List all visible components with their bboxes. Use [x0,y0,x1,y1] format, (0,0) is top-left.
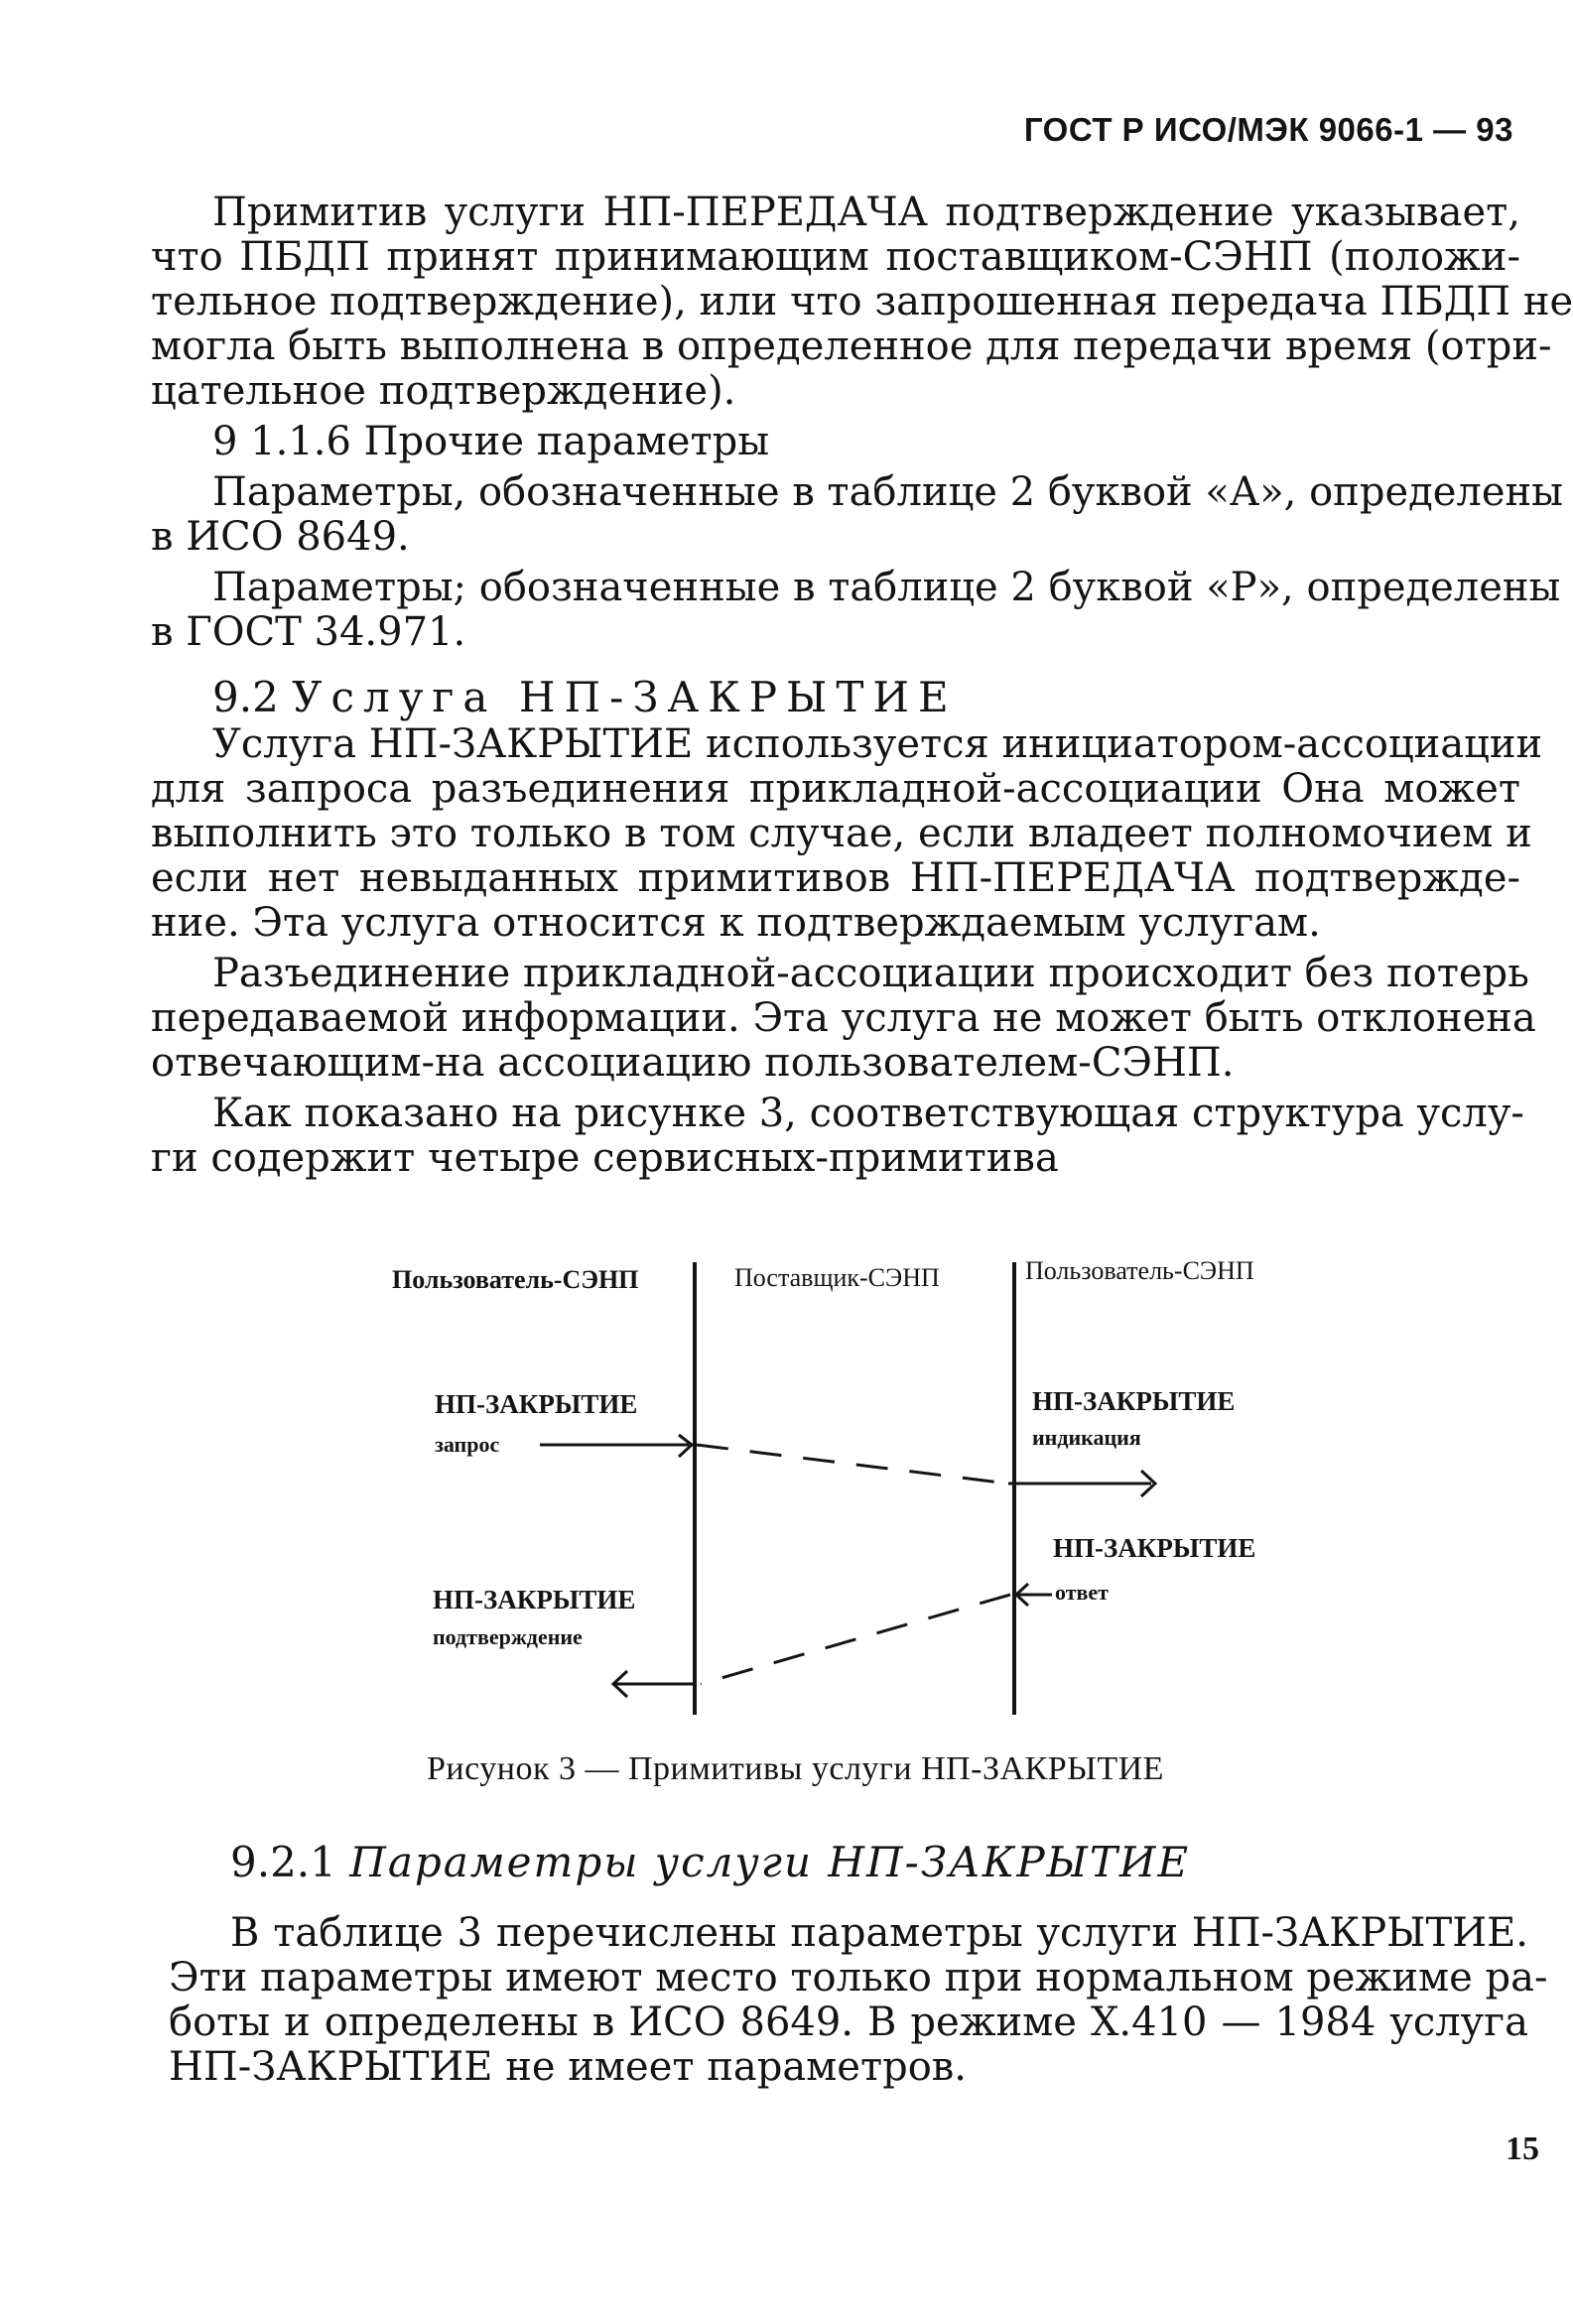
text-line: ги содержит четыре сервисных-примитива [151,1135,1059,1181]
text-line: что ПБДП принят принимающим поставщиком-СЭНП (положи- [151,234,1520,280]
text-line: боты и определены в ИСО 8649. В режиме Х.410 — 1984 услуга [169,2000,1528,2045]
text-line: НП-ЗАКРЫТИЕ не имеет параметров. [169,2044,968,2090]
label-user-right: Пользователь-СЭНП [1025,1256,1254,1285]
text-line: могла быть выполнена в определенное для передачи время (отри- [151,323,1552,369]
text-line: тельное подтверждение), или что запрошенная передача ПБДП не [151,279,1573,324]
label-provider: Поставщик-СЭНП [734,1263,940,1292]
text-line: Примитив услуги НП-ПЕРЕДАЧА подтверждение указывает, [212,190,1520,235]
text-line: Эти параметры имеют место только при нормальном режиме ра- [169,1955,1548,2001]
text-line: Разъединение прикладной-ассоциации происходит без потерь [212,951,1529,996]
subsection-number: 9.2.1 [230,1838,336,1886]
page-number: 15 [1506,2130,1539,2167]
label-confirm-name: НП-ЗАКРЫТИЕ [433,1585,636,1614]
text-line: цательное подтверждение). [151,368,736,414]
label-request-name: НП-ЗАКРЫТИЕ [435,1389,638,1419]
text-line: для запроса разъединения прикладной-ассоциации Она может [151,766,1520,812]
text-line: выполнить это только в том случае, если владеет полномочием и [151,811,1532,856]
text-line: ние. Эта услуга относится к подтверждаемым услугам. [151,900,1321,946]
label-response-type: ответ [1055,1580,1109,1605]
label-request-type: запрос [435,1432,500,1457]
text-line: Параметры, обозначенные в таблице 2 буквой «А», определены [212,469,1563,515]
text-line: Параметры; обозначенные в таблице 2 буквой «Р», определены [212,565,1561,610]
section-number: 9.2 [212,673,279,721]
label-user-left: Пользователь-СЭНП [392,1265,639,1294]
label-indication-type: индикация [1032,1425,1141,1450]
running-header: ГОСТ Р ИСО/МЭК 9066-1 — 93 [1023,111,1513,148]
label-indication-name: НП-ЗАКРЫТИЕ [1032,1386,1236,1416]
text-line: В таблице 3 перечислены параметры услуги НП-ЗАКРЫТИЕ. [230,1910,1528,1956]
heading-other-parameters: 9 1.1.6 Прочие параметры [212,419,770,464]
subsection-heading [230,1838,1190,1887]
paragraph-table3 [169,1910,1548,2090]
label-response-name: НП-ЗАКРЫТИЕ [1053,1533,1256,1563]
label-confirm-type: подтверждение [433,1624,583,1649]
text-line: в ГОСТ 34.971. [151,609,466,655]
subsection-title: Параметры услуги НП-ЗАКРЫТИЕ [349,1838,1191,1886]
text-line: если нет невыданных примитивов НП-ПЕРЕДАЧА подтвержде- [151,855,1520,901]
figure-caption: Рисунок 3 — Примитивы услуги НП-ЗАКРЫТИЕ [427,1750,1164,1787]
close-response-dashed-path [701,1595,1010,1684]
text-line: передаваемой информации. Эта услуга не может быть отклонена [151,995,1536,1041]
section-title: Услуга НП-ЗАКРЫТИЕ [292,673,958,721]
text-line: Услуга НП-ЗАКРЫТИЕ используется инициатором-ассоциации [212,721,1543,767]
close-request-dashed-path [697,1445,1008,1484]
text-line: отвечающим-на ассоциацию пользователем-СЭНП. [151,1040,1235,1086]
text-line: Как показано на рисунке 3, соответствующая структура услу- [212,1091,1524,1136]
text-line: в ИСО 8649. [151,514,410,560]
